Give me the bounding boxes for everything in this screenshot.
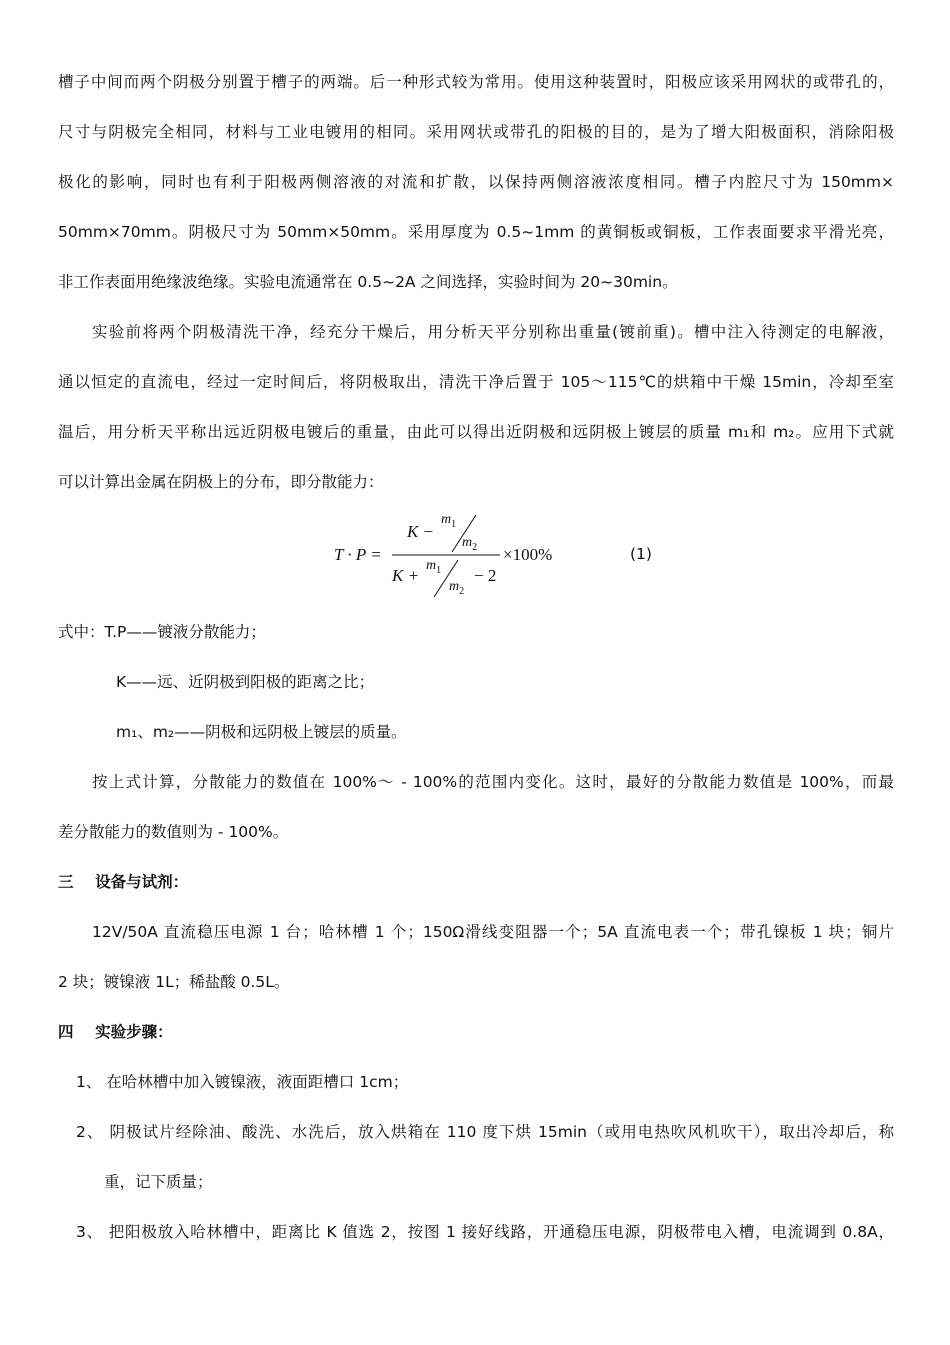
section3-line-1: 12V/50A 直流稳压电源 1 台；哈林槽 1 个；150Ω滑线变阻器一个；5A 直流电表一个；带孔镍板 1 块；铜片: [92, 923, 894, 941]
step-3: 3、 把阳极放入哈林槽中，距离比 K 值选 2，按图 1 接好线路，开通稳压电源，阴极带电入槽，电流调到 0.8A，: [76, 1223, 894, 1241]
formula-num-m2: $m_2$: [462, 535, 478, 553]
where-m-definition: m₁、m₂——阴极和远阴极上镀层的质量。: [116, 723, 407, 741]
formula-lines: [0, 0, 950, 620]
formula-num-m1: $m_1$: [441, 512, 457, 530]
where-k-definition: K——远、近阴极到阳极的距离之比；: [116, 673, 375, 691]
paragraph2-line-4: 可以计算出金属在阴极上的分布，即分散能力：: [58, 473, 384, 491]
formula-times-percent: ×100%: [503, 545, 553, 564]
formula-lhs: T · P =: [334, 545, 382, 564]
where-intro: 式中：T.P——镀液分散能力；: [58, 623, 266, 641]
paragraph2-line-2: 通以恒定的直流电，经过一定时间后，将阴极取出，清洗干净后置于 105～115℃的烘箱中干燥 15min，冷却至室: [58, 373, 894, 391]
formula-den-m1: $m_1$: [426, 558, 442, 576]
paragraph1-line-1: 槽子中间而两个阴极分别置于槽子的两端。后一种形式较为常用。使用这种装置时，阳极应该采用网状的或带孔的，: [58, 73, 894, 91]
formula-numerator-k: K −: [407, 522, 435, 541]
paragraph1-line-4: 50mm×70mm。阴极尺寸为 50mm×50mm。采用厚度为 0.5~1mm 的黄铜板或铜板，工作表面要求平滑光亮，: [58, 223, 894, 241]
section3-heading: 三 设备与试剂：: [58, 873, 189, 891]
step-1: 1、 在哈林槽中加入镀镍液，液面距槽口 1cm；: [76, 1073, 409, 1091]
section3-line-2: 2 块；镀镍液 1L；稀盐酸 0.5L。: [58, 973, 290, 991]
formula-denominator-k: K +: [392, 566, 420, 585]
paragraph1-line-5: 非工作表面用绝缘波绝缘。实验电流通常在 0.5~2A 之间选择，实验时间为 20~30min。: [58, 273, 678, 291]
paragraph2-line-1: 实验前将两个阴极清洗干净，经充分干燥后，用分析天平分别称出重量(镀前重)。槽中注入待测定的电解液，: [92, 323, 894, 341]
step-2-continued: 重，记下质量；: [104, 1173, 213, 1191]
equation-number: (1): [630, 545, 652, 563]
paragraph2-line-3: 温后，用分析天平称出远近阴极电镀后的重量，由此可以得出近阴极和远阴极上镀层的质量 m₁和 m₂。应用下式就: [58, 423, 894, 441]
step-2: 2、 阴极试片经除油、酸洗、水洗后，放入烘箱在 110 度下烘 15min（或用电热吹风机吹干），取出冷却后，称: [76, 1123, 894, 1141]
paragraph3-line-1: 按上式计算，分散能力的数值在 100%～ - 100%的范围内变化。这时，最好的分散能力数值是 100%，而最: [92, 773, 894, 791]
section4-heading: 四 实验步骤：: [58, 1023, 173, 1041]
formula-den-m2: $m_2$: [449, 579, 465, 597]
paragraph1-line-3: 极化的影响，同时也有利于阳极两侧溶液的对流和扩散，以保持两侧溶液浓度相同。槽子内腔尺寸为 150mm×: [58, 173, 894, 191]
paragraph1-line-2: 尺寸与阴极完全相同，材料与工业电镀用的相同。采用网状或带孔的阳极的目的，是为了增大阳极面积，消除阳极: [58, 123, 894, 141]
paragraph3-line-2: 差分散能力的数值则为 - 100%。: [58, 823, 289, 841]
formula-minus-two: − 2: [474, 566, 497, 585]
